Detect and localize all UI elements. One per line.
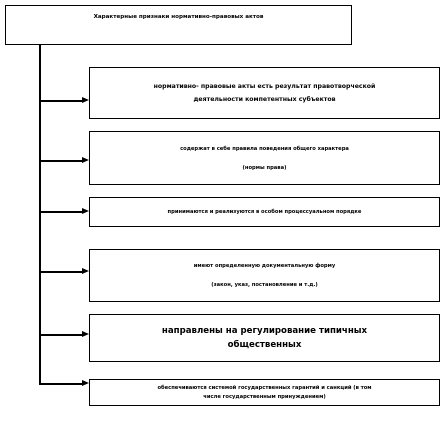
arrow-3 — [82, 208, 89, 214]
arrow-6 — [82, 380, 89, 386]
item-3-line-1: принимаются и реализуются в особом процессуальном порядке — [167, 209, 362, 215]
item-2-line-2: (нормы права) — [242, 164, 287, 171]
item-box-5 — [89, 314, 440, 362]
root-label: Характерные признаки нормативно-правовых актов — [93, 14, 264, 20]
connector-4 — [39, 271, 82, 273]
item-4-line-2: (закон, указ, постановление и т.д.) — [211, 282, 318, 288]
item-4-line-1: имеют определенную документальную форму — [193, 263, 336, 269]
connector-6 — [39, 383, 82, 385]
item-box-1 — [89, 67, 440, 119]
arrow-1 — [82, 97, 89, 103]
item-1-line-1: нормативно- правовые акты есть результат правотворческой — [153, 83, 376, 90]
root-box — [5, 5, 352, 45]
arrow-4 — [82, 268, 89, 274]
connector-1 — [39, 100, 82, 102]
connector-2 — [39, 160, 82, 162]
arrow-5 — [82, 331, 89, 337]
connector-5 — [39, 334, 82, 336]
item-5-line-2: общественных — [227, 340, 302, 350]
item-1-line-2: деятельности компетентных субъектов — [193, 96, 336, 103]
item-6-line-2: числе государственным принуждением) — [203, 393, 326, 400]
vertical-connector — [39, 45, 41, 383]
arrow-2 — [82, 157, 89, 163]
item-6-line-1: обеспечиваются системой государственных гарантий и санкций (в том — [157, 384, 372, 391]
connector-3 — [39, 211, 82, 213]
item-box-2 — [89, 131, 440, 185]
item-5-line-1: направлены на регулирование типичных — [161, 326, 368, 336]
item-box-3 — [89, 197, 440, 227]
item-box-6 — [89, 379, 440, 406]
item-2-line-1: содержат в себе правила поведения общего характера — [180, 145, 349, 152]
item-box-4 — [89, 249, 440, 302]
